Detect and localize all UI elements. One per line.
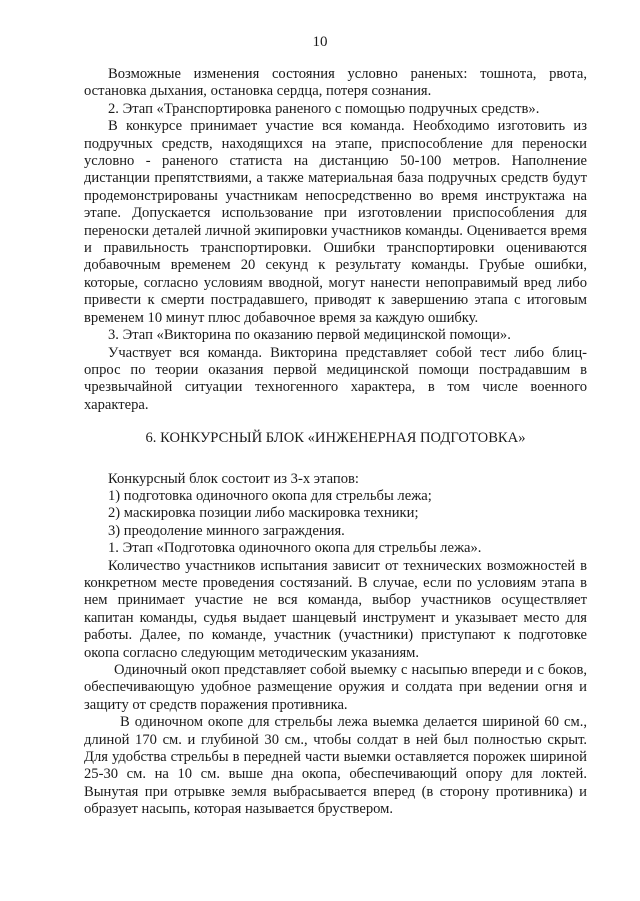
paragraph-stage3-description: Участвует вся команда. Викторина представляет собой тест либо блиц-опрос по теории оказания первой медицинской помощи пострадавшим в чрезвычайной ситуации техногенного характера, в том числе военного характера. — [84, 344, 587, 413]
paragraph-wound-conditions: Возможные изменения состояния условно раненых: тошнота, рвота, остановка дыхания, остановка сердца, потеря сознания. — [84, 66, 587, 100]
paragraph-trench-definition: Одиночный окоп представляет собой выемку с насыпью впереди и с боков, обеспечивающую удобное размещение оружия и солдата при ведении огня и защиту от средств поражения противника. — [84, 662, 587, 713]
section-intro: Конкурсный блок состоит из 3-х этапов: — [108, 470, 359, 487]
stage-list-item: 2) маскировка позиции либо маскировка техники; — [108, 505, 419, 522]
paragraph-trench-dimensions: В одиночном окопе для стрельбы лежа выемка делается шириной 60 см., длиной 170 см. и глубиной 30 см., чтобы солдат в ней был полностью скрыт. Для удобства стрельбы в передней части выемки оставляется порожек шириной 25-30 см. на 10 см. выше дна окопа, обеспечивающий опору для локтей. Вынутая при отрывке земля выбрасывается вперед (в сторону противника) и образует насыпь, которая называется бруствером. — [84, 714, 587, 818]
paragraph-stage1-title: 1. Этап «Подготовка одиночного окопа для стрельбы лежа». — [108, 540, 482, 557]
paragraph-stage2-description: В конкурсе принимает участие вся команда. Необходимо изготовить из подручных средств, находящихся на этапе, приспособление для переноски условно - раненого статиста на дистанцию 50-100 метров. Наполнение дистанции препятствиями, а также материальная база подручных средств будут продемонстрированы участникам непосредственно во время инструктажа на этапе. Допускается использование при изготовлении приспособления для переноски деталей личной экипировки участников команды. Оценивается время и правильность транспортировки. Ошибки транспортировки оцениваются добавочным временем 20 секунд к результату команды. Грубые ошибки, которые, согласно условиям вводной, могут нанести непоправимый вред либо привести к смерти пострадавшего, приводят к завершению этапа с итоговым временем 10 минут плюс добавочное время за каждую ошибку. — [84, 118, 587, 326]
paragraph-stage2-title: 2. Этап «Транспортировка раненого с помощью подручных средств». — [108, 100, 540, 117]
page-number: 10 — [312, 34, 328, 50]
stage-list-item: 3) преодоление минного заграждения. — [108, 522, 345, 539]
section-heading: 6. КОНКУРСНЫЙ БЛОК «ИНЖЕНЕРНАЯ ПОДГОТОВКА» — [145, 430, 526, 447]
paragraph-stage3-title: 3. Этап «Викторина по оказанию первой медицинской помощи». — [108, 327, 511, 344]
page-content — [84, 66, 587, 819]
stage-list-item: 1) подготовка одиночного окопа для стрельбы лежа; — [108, 487, 432, 504]
paragraph-participants: Количество участников испытания зависит от технических возможностей в конкретном месте проведения состязаний. В случае, если по условиям этапа в нем принимает участие не вся команда, выбор участников осуществляет капитан команды, судья выдает шанцевый инструмент и указывает место для работы. Далее, по команде, участник (участники) приступают к подготовке окопа согласно следующим методическим указаниям. — [84, 557, 587, 661]
